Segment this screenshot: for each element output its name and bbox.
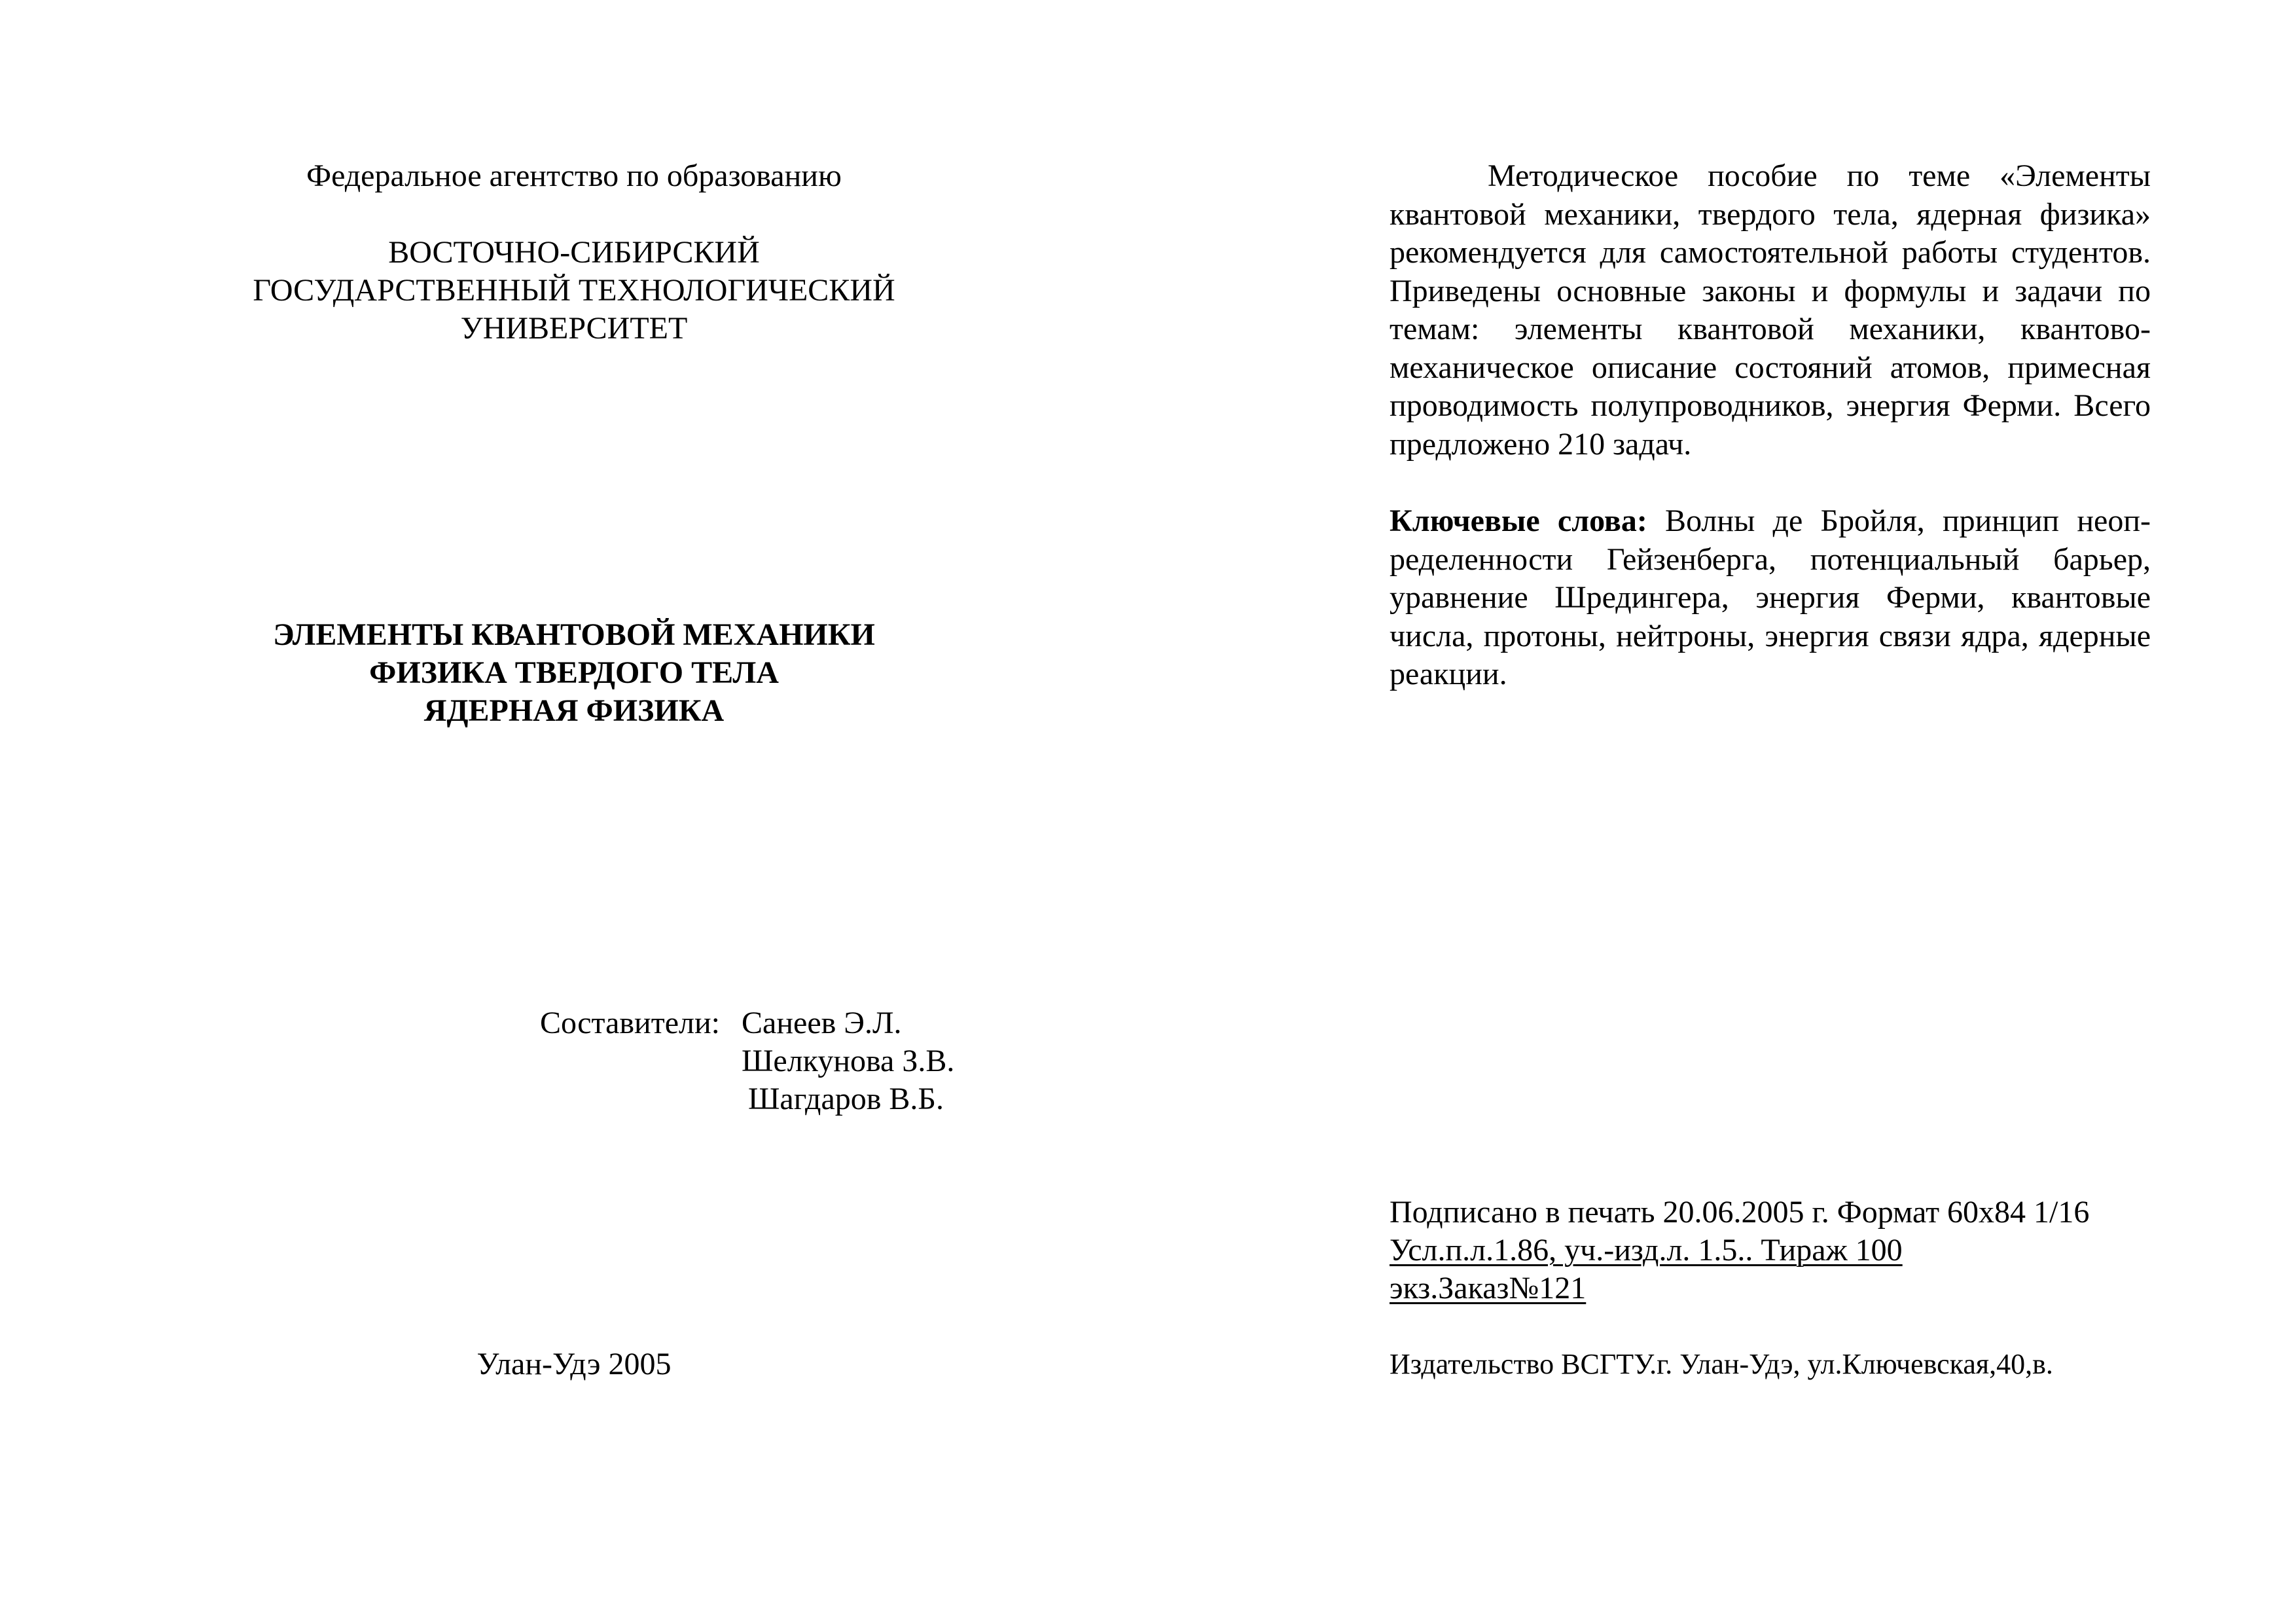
imprint-line: экз.Заказ№121 xyxy=(1390,1271,1587,1305)
compiler-name: Шелкунова З.В. xyxy=(742,1044,955,1078)
keywords-text: Волны де Бройля, принцип неопределенности Гейзенберга, потенциальный барьер, уравнение Шредингера, энергия Ферми, квантовые числа, протоны, нейтроны, энергия связи ядра, ядерные реакции. xyxy=(1390,503,2151,691)
imprint xyxy=(1390,1194,2089,1307)
university-name xyxy=(0,234,1148,348)
title-line: ЯДЕРНАЯ ФИЗИКА xyxy=(423,693,725,728)
abstract xyxy=(1390,157,2151,464)
compiler-name: Санеев Э.Л. xyxy=(742,1006,902,1040)
university-line: УНИВЕРСИТЕТ xyxy=(460,311,688,346)
keywords-label: Ключевые слова: xyxy=(1390,503,1647,538)
university-line: ВОСТОЧНО-СИБИРСКИЙ xyxy=(388,235,760,270)
city-year: Улан-Удэ 2005 xyxy=(476,1347,672,1381)
agency-name: Федеральное агентство по образованию xyxy=(306,158,842,193)
imprint-line: Усл.п.л.1.86, уч.-изд.л. 1.5.. Тираж 100 xyxy=(1390,1233,1903,1267)
publisher: Издательство ВСГТУ.г. Улан-Удэ, ул.Ключевская,40,в. xyxy=(1390,1348,2053,1380)
title-line: ЭЛЕМЕНТЫ КВАНТОВОЙ МЕХАНИКИ xyxy=(273,617,875,652)
imprint-line: Подписано в печать 20.06.2005 г. Формат 60х84 1/16 xyxy=(1390,1195,2090,1230)
compilers-label: Составители: xyxy=(540,1006,720,1040)
abstract-text: Методическое пособие по теме «Элементы квантовой механики, твердого тела, ядерная физика» рекомендуется для самостоятельной работы студентов. Приведены основные законы и формулы и задачи по темам: элементы квантовой механики, квантово-механическое описание состояний атомов, примесная проводимость полупроводников, энергия Ферми. Всего предложено 210 задач. xyxy=(1390,158,2151,462)
right-page xyxy=(1148,0,2296,1623)
compiler-name: Шагдаров В.Б. xyxy=(748,1082,944,1116)
book-title xyxy=(0,616,1148,730)
keywords xyxy=(1390,502,2151,694)
university-line: ГОСУДАРСТВЕННЫЙ ТЕХНОЛОГИЧЕСКИЙ xyxy=(253,273,895,308)
title-line: ФИЗИКА ТВЕРДОГО ТЕЛА xyxy=(369,655,779,690)
